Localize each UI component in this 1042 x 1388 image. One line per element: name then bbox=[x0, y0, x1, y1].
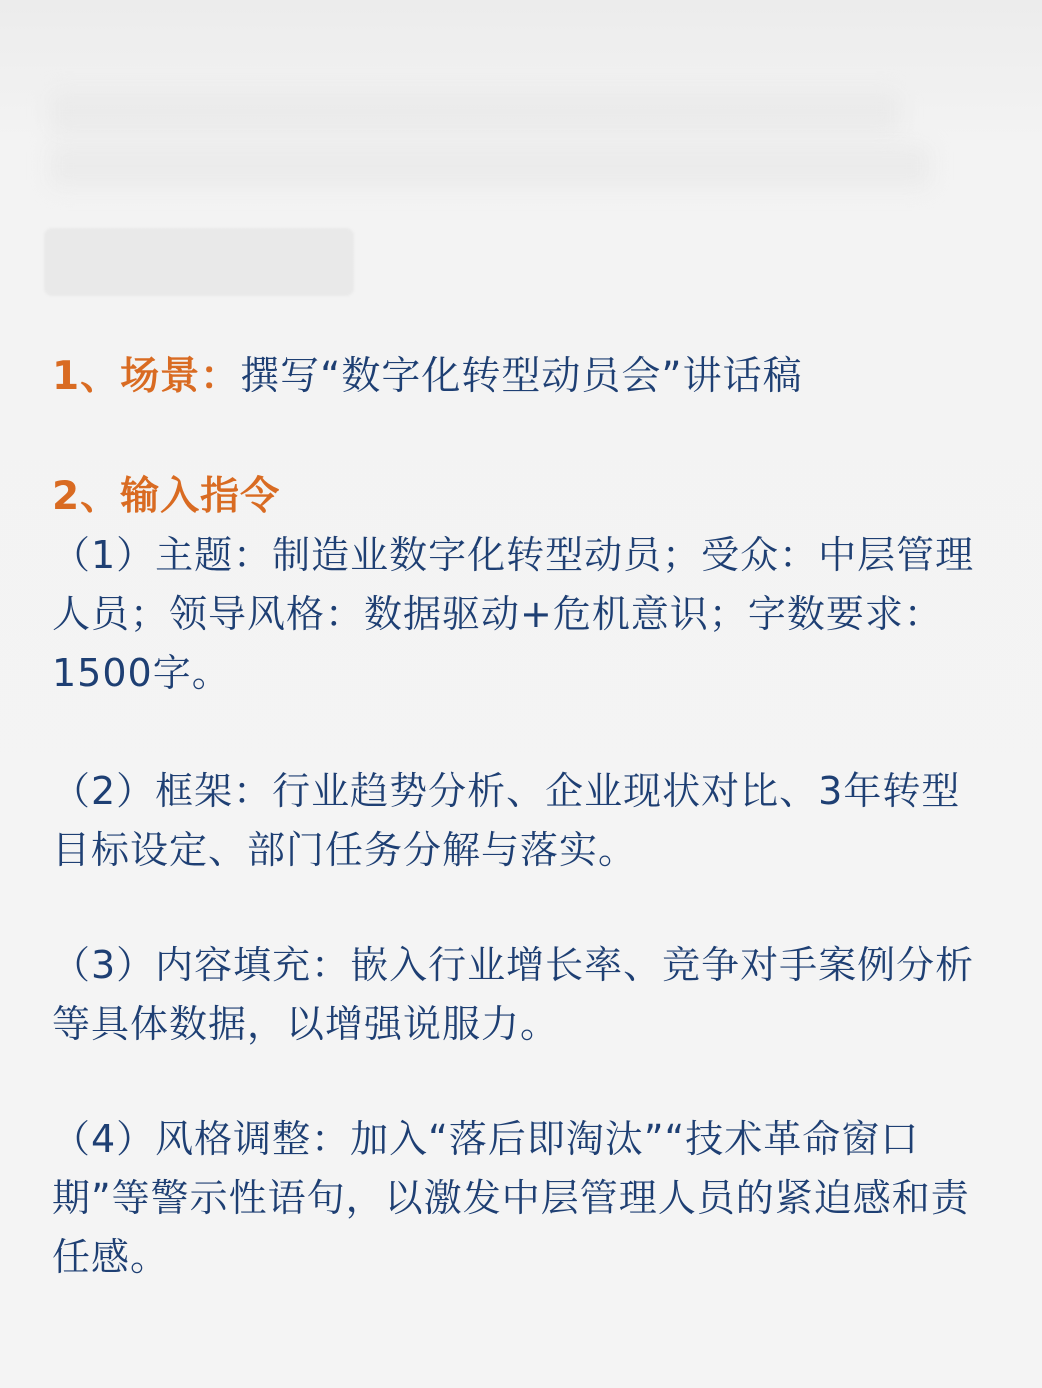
section-2-title: 2、输入指令 bbox=[52, 474, 281, 519]
instruction-4: （4）风格调整：加入“落后即淘汰”“技术革命窗口期”等警示性语句，以激发中层管理人员的紧迫感和责任感。 bbox=[52, 1117, 970, 1279]
instruction-3: （3）内容填充：嵌入行业增长率、竞争对手案例分析等具体数据，以增强说服力。 bbox=[52, 943, 975, 1046]
section-1-label: 场景： bbox=[120, 354, 241, 399]
instruction-1: （1）主题：制造业数字化转型动员；受众：中层管理人员；领导风格：数据驱动+危机意识；字数要求：1500字。 bbox=[52, 533, 975, 695]
document-content bbox=[52, 348, 982, 1287]
section-1-number: 1、 bbox=[52, 354, 121, 399]
blurred-label-box bbox=[44, 228, 354, 296]
blurred-top-line bbox=[50, 92, 900, 134]
blurred-top-line bbox=[50, 145, 930, 187]
instruction-2: （2）框架：行业趋势分析、企业现状对比、3年转型目标设定、部门任务分解与落实。 bbox=[52, 769, 961, 872]
section-1-text: 撰写“数字化转型动员会”讲话稿 bbox=[240, 354, 803, 399]
section-1-heading bbox=[52, 348, 982, 406]
